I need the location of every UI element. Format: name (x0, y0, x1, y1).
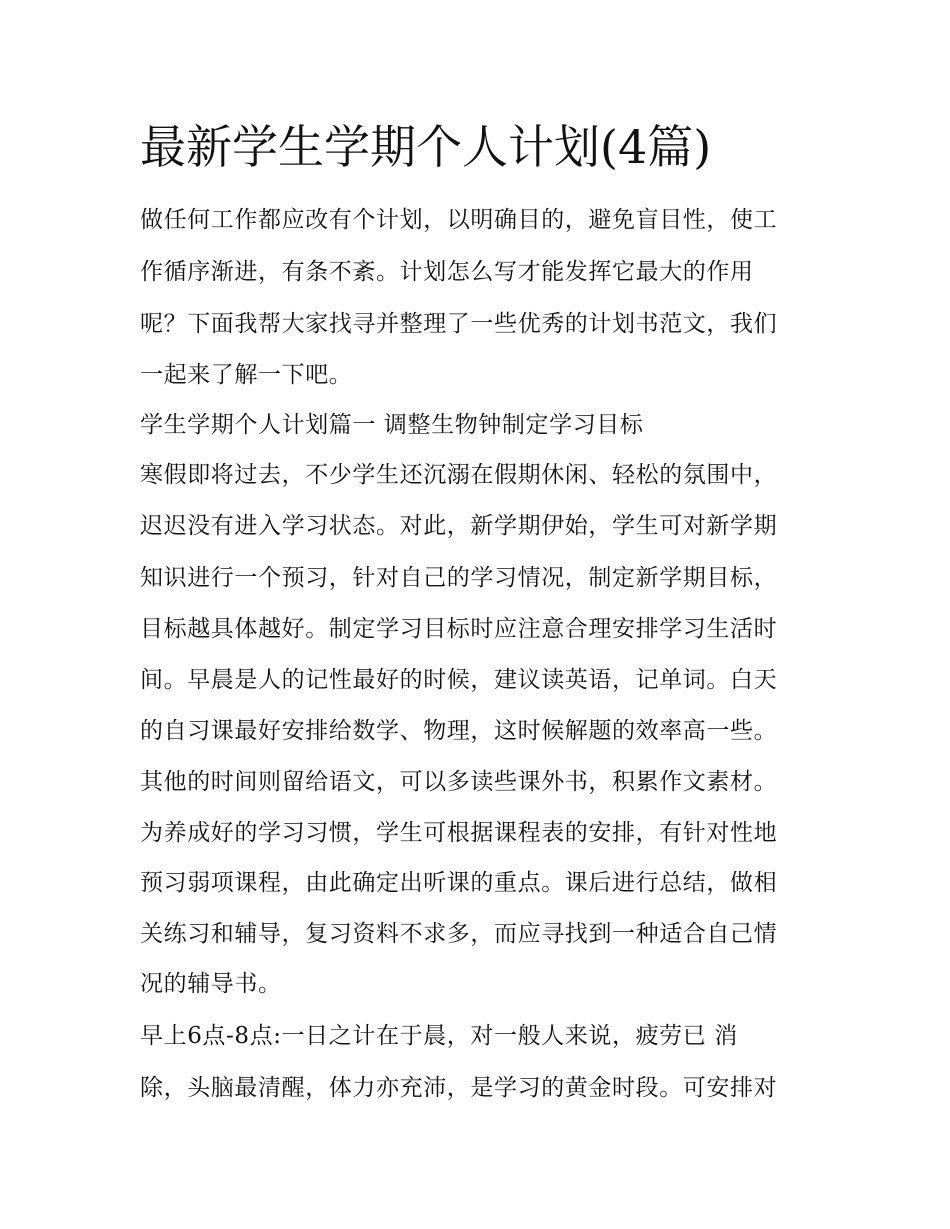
document-title: 最新学生学期个人计划(4篇) (140, 120, 712, 174)
body-line-10: 关练习和辅导，复习资料不求多，而应寻找到一种适合自己情 (140, 921, 778, 947)
body-line-7: 其他的时间则留给语文，可以多读些课外书，积累作文素材。 (140, 769, 778, 795)
schedule-line-1: 早上6点-8点:一日之计在于晨，对一般人来说，疲劳已 消 (140, 1023, 738, 1049)
body-line-1: 寒假即将过去，不少学生还沉溺在假期休闲、轻松的氛围中， (140, 462, 778, 488)
body-line-8: 为养成好的学习习惯，学生可根据课程表的安排，有针对性地 (140, 820, 778, 846)
body-line-6: 的自习课最好安排给数学、物理，这时候解题的效率高一些。 (140, 718, 778, 744)
body-line-5: 间。早晨是人的记性最好的时候，建议读英语，记单词。白天 (140, 667, 778, 693)
section-heading: 学生学期个人计划篇一 调整生物钟制定学习目标 (140, 412, 644, 438)
body-line-9: 预习弱项课程，由此确定出听课的重点。课后进行总结，做相 (140, 870, 778, 896)
body-line-4: 目标越具体越好。制定学习目标时应注意合理安排学习生活时 (140, 616, 778, 642)
schedule-line-2: 除，头脑最清醒，体力亦充沛，是学习的黄金时段。可安排对 (140, 1075, 778, 1101)
intro-line-3: 呢？下面我帮大家找寻并整理了一些优秀的计划书范文，我们 (140, 311, 778, 337)
body-line-11: 况的辅导书。 (140, 971, 282, 997)
body-line-3: 知识进行一个预习，针对自己的学习情况，制定新学期目标， (140, 565, 778, 591)
intro-line-4: 一起来了解一下吧。 (140, 362, 353, 388)
body-line-2: 迟迟没有进入学习状态。对此，新学期伊始，学生可对新学期 (140, 513, 778, 539)
intro-line-1: 做任何工作都应改有个计划，以明确目的，避免盲目性，使工 (140, 207, 778, 233)
intro-line-2: 作循序渐进，有条不紊。计划怎么写才能发挥它最大的作用 (140, 259, 754, 285)
